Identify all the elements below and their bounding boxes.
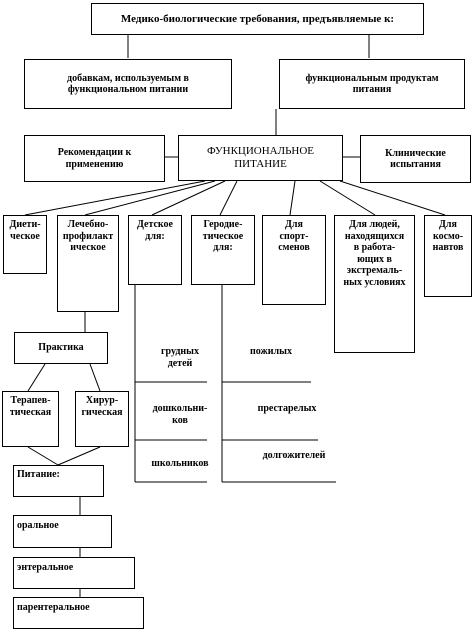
clinical-trials-box: Клинические испытания (360, 135, 471, 183)
connector-center-dietary (25, 181, 205, 215)
connector-center-therapeutic (85, 181, 215, 215)
connector-center-sports (290, 181, 295, 215)
connector-practice-surgical (90, 364, 100, 391)
therapeutic-prophylactic-box: Лечебно- профилакт ическое (57, 215, 119, 312)
nutrition-oral-box: оральное (13, 515, 112, 548)
children-group-preschoolers: дошкольни- ков (152, 403, 208, 426)
functional-nutrition-box: ФУНКЦИОНАЛЬНОЕ ПИТАНИЕ (178, 135, 343, 181)
connector-surgical-nutrition (58, 447, 100, 465)
children-group-schoolchildren: школьников (151, 458, 209, 469)
connector-therapeutic-nutrition (28, 447, 58, 465)
gerontological-box: Геродие- тическое для: (191, 215, 255, 285)
connector-center-children (152, 181, 225, 215)
title-box: Медико-биологические требования, предъявляемые к: (91, 3, 424, 35)
elderly-group-elderly: пожилых (250, 346, 292, 357)
sports-box: Для спорт- сменов (262, 215, 326, 305)
surgical-practice-box: Хирур- гическая (75, 391, 129, 447)
cosmonauts-box: Для космо- навтов (424, 215, 472, 297)
elderly-group-longevous: долгожителей (262, 450, 326, 461)
nutrition-parenteral-box: парентеральное (13, 597, 144, 629)
connector-center-cosmonauts (340, 181, 445, 215)
nutrition-enteral-box: энтеральное (13, 557, 135, 589)
connector-center-extreme (320, 181, 375, 215)
products-box: функциональным продуктам питания (279, 59, 465, 109)
elderly-group-senile: престарелых (257, 403, 317, 414)
children-box: Детское для: (128, 215, 182, 285)
nutrition-box: Питание: (13, 465, 104, 497)
recommendations-box: Рекомендации к применению (24, 135, 165, 182)
connector-center-gerontological (220, 181, 237, 215)
connector-practice-therapeutic (28, 364, 45, 391)
dietary-box: Диети- ческое (3, 215, 47, 274)
practice-box: Практика (14, 332, 108, 364)
extreme-conditions-box: Для людей, находящихся в работа- ющих в экстремаль- ных условиях (334, 215, 415, 353)
therapeutic-practice-box: Терапев- тическая (2, 391, 59, 447)
additives-box: добавкам, используемым в функциональном питании (24, 59, 232, 109)
children-group-infants: грудных детей (161, 346, 199, 369)
